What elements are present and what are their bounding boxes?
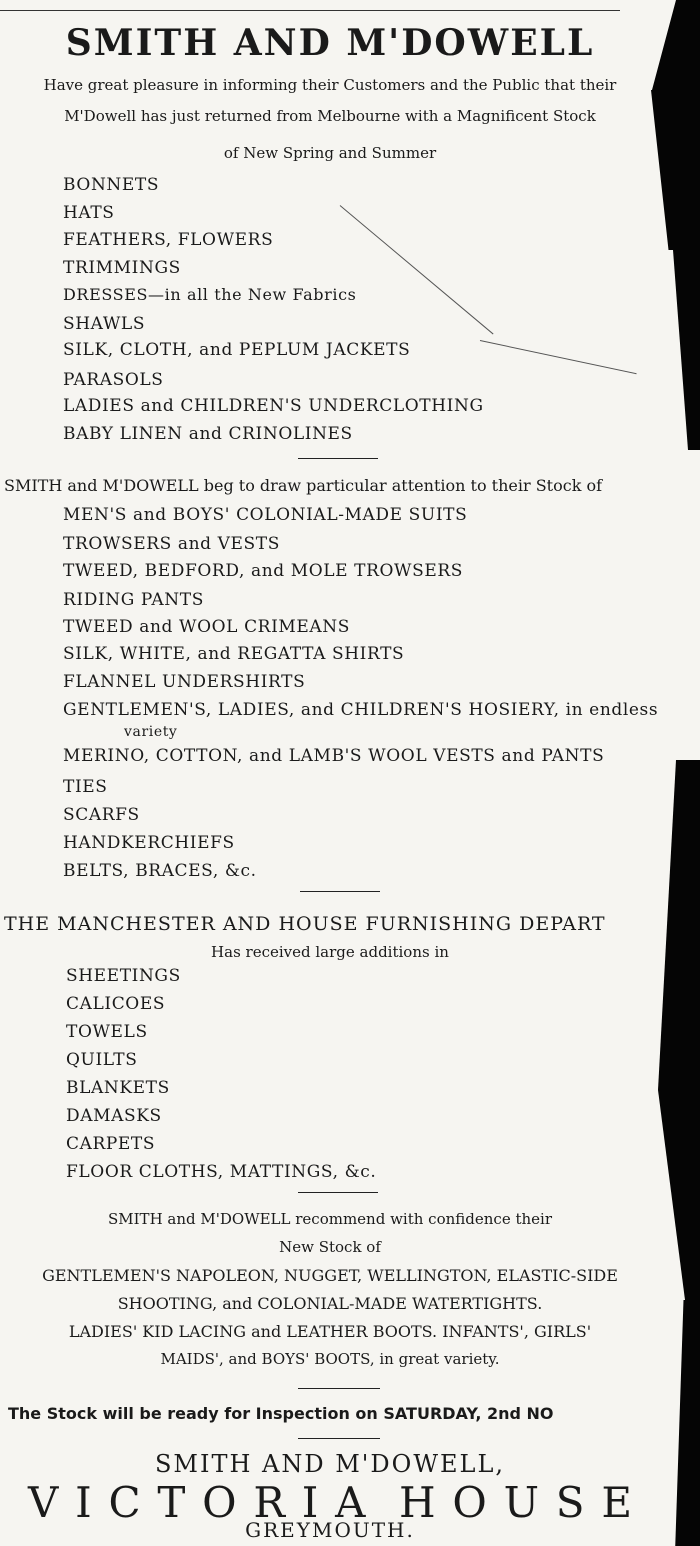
boots-line: SHOOTING, and COLONIAL-MADE WATERTIGHTS. <box>117 1294 543 1313</box>
boots-line: LADIES' KID LACING and LEATHER BOOTS. INFANTS', GIRLS' <box>68 1322 592 1341</box>
paper-crease <box>340 205 494 334</box>
top-rule <box>0 10 620 11</box>
intro-line: M'Dowell has just returned from Melbourne with a Magnificent Stock <box>64 107 596 125</box>
department-title: THE MANCHESTER AND HOUSE FURNISHING DEPART <box>4 913 606 935</box>
list-item: SILK, CLOTH, and PEPLUM JACKETS <box>63 340 411 360</box>
list-item: SILK, WHITE, and REGATTA SHIRTS <box>63 644 405 664</box>
firm-signature: SMITH AND M'DOWELL, <box>154 1450 506 1478</box>
house-letter: E <box>601 1478 632 1527</box>
list-item: BONNETS <box>63 175 160 195</box>
house-letter: U <box>503 1478 539 1527</box>
torn-edge <box>640 760 700 1090</box>
list-item: DRESSES—in all the New Fabrics <box>63 285 357 304</box>
list-item: HATS <box>63 203 115 223</box>
list-item: PARASOLS <box>63 370 164 390</box>
house-letter: A <box>335 1478 366 1527</box>
list-item: TWEED, BEDFORD, and MOLE TROWSERS <box>63 561 464 581</box>
list-item: QUILTS <box>66 1050 138 1070</box>
list-item: TIES <box>63 777 108 797</box>
house-letter: H <box>398 1478 436 1527</box>
boots-line: SMITH and M'DOWELL recommend with confidence their <box>108 1210 552 1228</box>
inspection-notice: The Stock will be ready for Inspection on SATURDAY, 2nd NO <box>8 1404 554 1423</box>
house-letter: T <box>157 1478 186 1527</box>
list-item: TROWSERS and VESTS <box>63 534 280 554</box>
list-item-continuation: variety <box>124 724 178 740</box>
house-letter: S <box>555 1478 585 1527</box>
town-name: GREYMOUTH. <box>245 1518 415 1542</box>
department-subtitle: Has received large additions in <box>211 943 449 961</box>
section-divider <box>300 891 380 892</box>
house-letter: C <box>108 1478 141 1527</box>
house-letter: R <box>253 1478 285 1527</box>
firm-title: SMITH AND M'DOWELL <box>65 22 595 64</box>
clothing-intro: SMITH and M'DOWELL beg to draw particular attention to their Stock of <box>4 476 603 495</box>
list-item: BELTS, BRACES, &c. <box>63 861 257 881</box>
intro-line: of New Spring and Summer <box>223 144 437 162</box>
house-letter: I <box>301 1478 319 1527</box>
list-item: FLANNEL UNDERSHIRTS <box>63 672 306 692</box>
list-item: SHEETINGS <box>66 966 181 986</box>
list-item: TWEED and WOOL CRIMEANS <box>63 617 351 637</box>
list-item: LADIES and CHILDREN'S UNDERCLOTHING <box>63 396 484 416</box>
list-item: TRIMMINGS <box>63 258 181 278</box>
list-item: GENTLEMEN'S, LADIES, and CHILDREN'S HOSIERY, in endless <box>63 700 659 720</box>
list-item: MERINO, COTTON, and LAMB'S WOOL VESTS and PANTS <box>63 746 605 766</box>
boots-line: New Stock of <box>279 1238 381 1256</box>
list-item: CARPETS <box>66 1134 156 1154</box>
list-item: RIDING PANTS <box>63 590 204 610</box>
list-item: HANDKERCHIEFS <box>63 833 235 853</box>
list-item: MEN'S and BOYS' COLONIAL-MADE SUITS <box>63 505 468 525</box>
boots-line: MAIDS', and BOYS' BOOTS, in great variety. <box>160 1350 500 1368</box>
list-item: TOWELS <box>66 1022 148 1042</box>
list-item: CALICOES <box>66 994 166 1014</box>
paper-crease <box>480 340 637 374</box>
intro-line: Have great pleasure in informing their Customers and the Public that their <box>43 76 617 94</box>
section-divider <box>298 1438 380 1439</box>
list-item: FLOOR CLOTHS, MATTINGS, &c. <box>66 1162 377 1182</box>
house-letter: O <box>202 1478 237 1527</box>
list-item: FEATHERS, FLOWERS <box>63 230 274 250</box>
boots-line: GENTLEMEN'S NAPOLEON, NUGGET, WELLINGTON, ELASTIC-SIDE <box>42 1266 618 1285</box>
list-item: DAMASKS <box>66 1106 162 1126</box>
house-letter: V <box>28 1478 59 1527</box>
torn-edge <box>640 250 700 450</box>
section-divider <box>298 1192 378 1193</box>
list-item: BLANKETS <box>66 1078 170 1098</box>
section-divider <box>298 458 378 459</box>
list-item: BABY LINEN and CRINOLINES <box>63 424 353 444</box>
house-letter: O <box>452 1478 487 1527</box>
list-item: SHAWLS <box>63 314 146 334</box>
list-item: SCARFS <box>63 805 140 825</box>
house-letter: I <box>75 1478 92 1527</box>
section-divider <box>298 1388 380 1389</box>
